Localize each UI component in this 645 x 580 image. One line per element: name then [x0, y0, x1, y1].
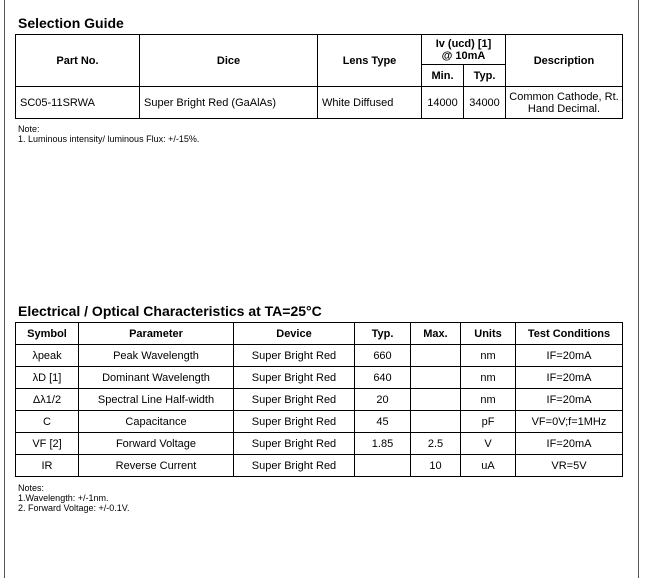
header-device: Device — [234, 323, 355, 345]
typ-cell: 660 — [355, 345, 411, 367]
typ-cell: 1.85 — [355, 433, 411, 455]
symbol-cell: Δλ1/2 — [16, 389, 79, 411]
parameter-cell: Peak Wavelength — [79, 345, 234, 367]
device-cell: Super Bright Red — [234, 345, 355, 367]
symbol-cell: VF [2] — [16, 433, 79, 455]
test-conditions-cell: VF=0V;f=1MHz — [516, 411, 623, 433]
note-item: 1. Luminous intensity/ luminous Flux: +/-15%. — [18, 134, 200, 144]
units-cell: V — [461, 433, 516, 455]
max-cell — [411, 389, 461, 411]
units-cell: uA — [461, 455, 516, 477]
header-test-conditions: Test Conditions — [516, 323, 623, 345]
dice-cell: Super Bright Red (GaAlAs) — [140, 87, 318, 119]
table-row — [16, 411, 623, 433]
typ-cell — [355, 455, 411, 477]
note-label: Notes: — [18, 483, 45, 493]
parameter-cell: Spectral Line Half-width — [79, 389, 234, 411]
note-item: 2. Forward Voltage: +/-0.1V. — [18, 503, 130, 513]
max-cell: 2.5 — [411, 433, 461, 455]
max-cell — [411, 345, 461, 367]
typ-cell: 640 — [355, 367, 411, 389]
note-item: 1.Wavelength: +/-1nm. — [18, 493, 109, 503]
header-typ: Typ. — [355, 323, 411, 345]
header-dice: Dice — [140, 35, 318, 87]
symbol-cell: λpeak — [16, 345, 79, 367]
parameter-cell: Dominant Wavelength — [79, 367, 234, 389]
device-cell: Super Bright Red — [234, 411, 355, 433]
header-iv-label: Iv (ucd) [1] — [435, 37, 492, 50]
header-units: Units — [461, 323, 516, 345]
symbol-cell: λD [1] — [16, 367, 79, 389]
parameter-cell: Reverse Current — [79, 455, 234, 477]
parameter-cell: Capacitance — [79, 411, 234, 433]
selection-guide-table — [15, 34, 623, 119]
header-description: Description — [506, 35, 623, 87]
units-cell: nm — [461, 345, 516, 367]
note-label: Note: — [18, 124, 40, 134]
table-row — [16, 87, 623, 119]
parameter-cell: Forward Voltage — [79, 433, 234, 455]
device-cell: Super Bright Red — [234, 367, 355, 389]
test-conditions-cell: IF=20mA — [516, 433, 623, 455]
electrical-table — [15, 322, 623, 477]
typ-cell: 45 — [355, 411, 411, 433]
table-row — [16, 389, 623, 411]
test-conditions-cell: IF=20mA — [516, 389, 623, 411]
selection-guide-notes — [18, 124, 199, 144]
description-line: Common Cathode, Rt. — [509, 90, 619, 103]
header-symbol: Symbol — [16, 323, 79, 345]
header-parameter: Parameter — [79, 323, 234, 345]
part-no-cell: SC05-11SRWA — [16, 87, 140, 119]
symbol-cell: IR — [16, 455, 79, 477]
units-cell: pF — [461, 411, 516, 433]
header-part-no: Part No. — [16, 35, 140, 87]
header-row — [16, 323, 623, 345]
symbol-cell: C — [16, 411, 79, 433]
test-conditions-cell: IF=20mA — [516, 345, 623, 367]
table-row — [16, 433, 623, 455]
typ-cell: 20 — [355, 389, 411, 411]
header-typ: Typ. — [464, 65, 506, 87]
electrical-notes — [18, 483, 130, 513]
device-cell: Super Bright Red — [234, 433, 355, 455]
units-cell: nm — [461, 367, 516, 389]
table-row — [16, 345, 623, 367]
device-cell: Super Bright Red — [234, 455, 355, 477]
header-min: Min. — [422, 65, 464, 87]
description-cell — [506, 87, 623, 119]
table-row — [16, 455, 623, 477]
max-cell — [411, 411, 461, 433]
electrical-title: Electrical / Optical Characteristics at TA=25°C — [18, 303, 322, 319]
min-cell: 14000 — [422, 87, 464, 119]
header-iv-condition: @ 10mA — [441, 49, 486, 62]
max-cell — [411, 367, 461, 389]
table-row — [16, 367, 623, 389]
lens-type-cell: White Diffused — [318, 87, 422, 119]
test-conditions-cell: VR=5V — [516, 455, 623, 477]
header-max: Max. — [411, 323, 461, 345]
test-conditions-cell: IF=20mA — [516, 367, 623, 389]
max-cell: 10 — [411, 455, 461, 477]
units-cell: nm — [461, 389, 516, 411]
typ-cell: 34000 — [464, 87, 506, 119]
header-iv — [422, 35, 506, 65]
device-cell: Super Bright Red — [234, 389, 355, 411]
description-line: Hand Decimal. — [527, 102, 601, 115]
header-lens-type: Lens Type — [318, 35, 422, 87]
selection-guide-title: Selection Guide — [18, 15, 124, 31]
